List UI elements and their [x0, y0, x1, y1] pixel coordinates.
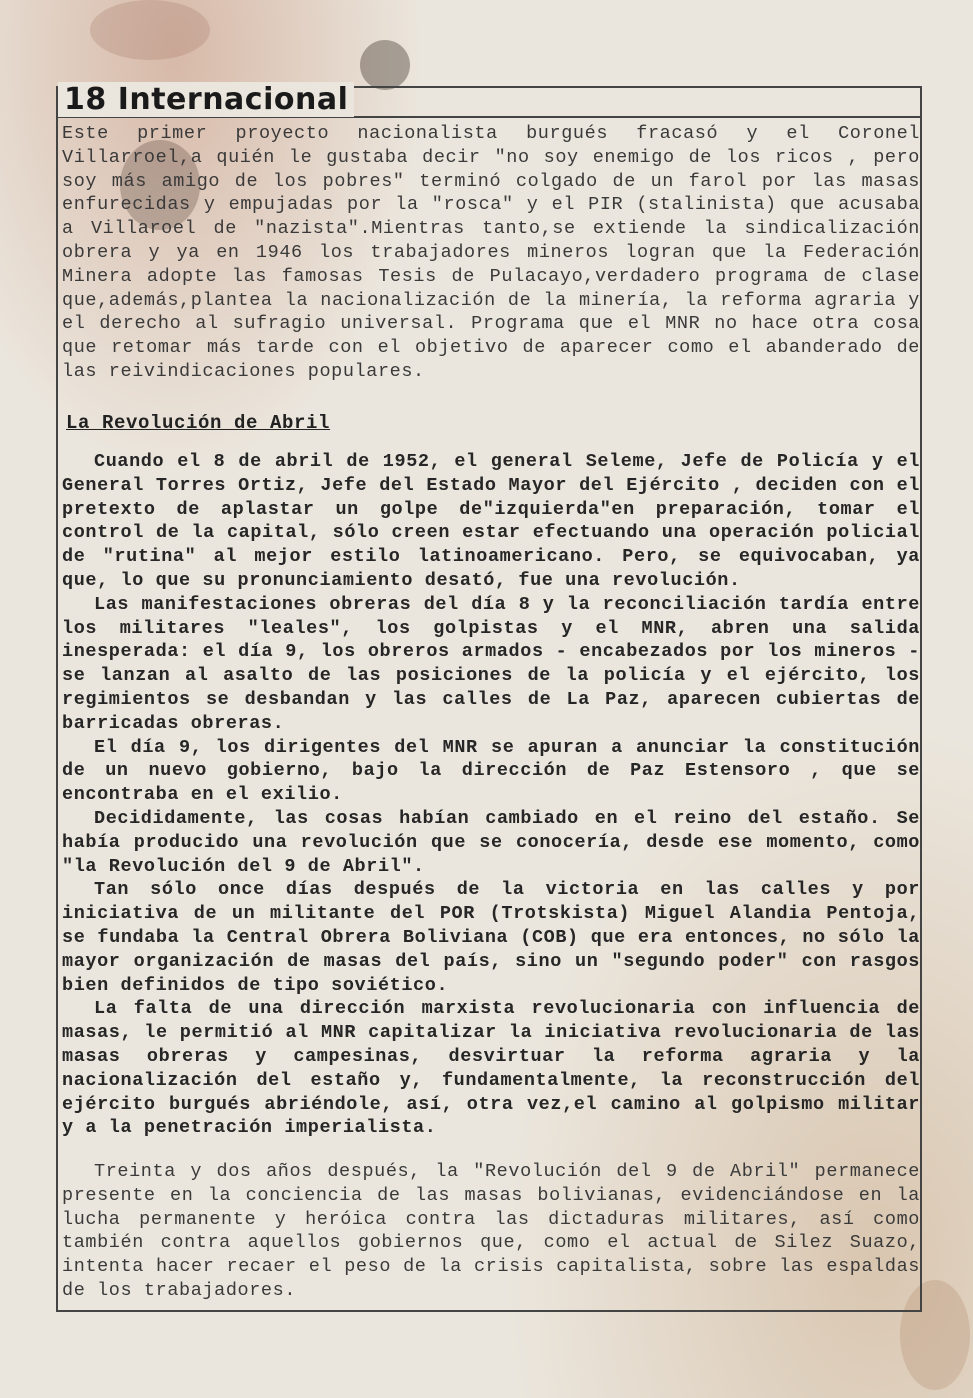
page-header: 18 Internacional	[58, 82, 354, 117]
paragraph: Decididamente, las cosas habían cambiado en el reino del estaño. Se había producido una revolución que se conocería, desde ese momento, como "la Revolución del 9 de Abril".	[62, 807, 920, 877]
paragraph: Las manifestaciones obreras del día 8 y la reconciliación tardía entre los militares "leales", los golpistas y el MNR, abren una salida inesperada: el día 9, los obreros armados - encabezados por los mineros - se lanzan al asalto de las posiciones de la policía y el ejército, los regimientos se desbandan y las calles de La Paz, aparecen cubiertas de barricadas obreras.	[62, 593, 920, 734]
ink-stain	[360, 40, 410, 90]
article-body	[62, 450, 920, 1140]
paragraph: Cuando el 8 de abril de 1952, el general Seleme, Jefe de Policía y el General Torres Ortiz, Jefe del Estado Mayor del Ejército , deciden con el pretexto de aplastar un golpe de"izquierda"en preparación, tomar el control de la capital, sólo creen estar efectuando una operación policial de "rutina" al mejor estilo latinoamericano. Pero, se equivocaban, ya que, lo que su pronunciamiento desató, fue una revolución.	[62, 451, 920, 591]
paragraph: La falta de una dirección marxista revolucionaria con influencia de masas, le permitió al MNR capitalizar la iniciativa revolucionaria de las masas obreras y campesinas, desvirtuar la reforma agraria y la nacionalización del estaño y, fundamentalmente, la reconstrucción del ejército burgués abriéndole, así, otra vez,el camino al golpismo militar y a la penetración imperialista.	[62, 998, 920, 1139]
ink-stain	[90, 0, 210, 60]
paragraph: El día 9, los dirigentes del MNR se apuran a anunciar la constitución de un nuevo gobierno, bajo la dirección de Paz Estensoro , que se encontraba en el exilio.	[62, 736, 920, 806]
intro-paragraph: Este primer proyecto nacionalista burgués fracasó y el Coronel Villarroel,a quién le gustaba decir "no soy enemigo de los ricos , pero soy más amigo de los pobres" terminó colgado de un farol por las masas enfurecidas y empujadas por la "rosca" y el PIR (stalinista) que acusaba a Villaroel de "nazista".Mientras tanto,se extiende la sindicalización obrera y ya en 1946 los trabajadores mineros logran que la Federación Minera adopte las famosas Tesis de Pulacayo,verdadero programa de clase que,además,plantea la nacionalización de la minería, la reforma agraria y el derecho al sufragio universal. Programa que el MNR no hace otra cosa que retomar más tarde con el objetivo de aparecer como el abanderado de las reivindicaciones populares.	[62, 123, 920, 382]
closing-paragraph: Treinta y dos años después, la "Revolución del 9 de Abril" permanece presente en la conciencia de las masas bolivianas, evidenciándose en la lucha permanente y heróica contra las dictaduras militares, así como también contra aquellos gobiernos que, como el actual de Silez Suazo, intenta hacer recaer el peso de la crisis capitalista, sobre las espaldas de los trabajadores.	[62, 1161, 920, 1301]
section-title: La Revolución de Abril	[66, 412, 331, 434]
paragraph: Tan sólo once días después de la victoria en las calles y por iniciativa de un militante del POR (Trotskista) Miguel Alandia Pentoja, se fundaba la Central Obrera Boliviana (COB) que era entonces, no sólo la mayor organización de masas del país, sino un "segundo poder" con rasgos bien definidos de tipo soviético.	[62, 879, 920, 996]
